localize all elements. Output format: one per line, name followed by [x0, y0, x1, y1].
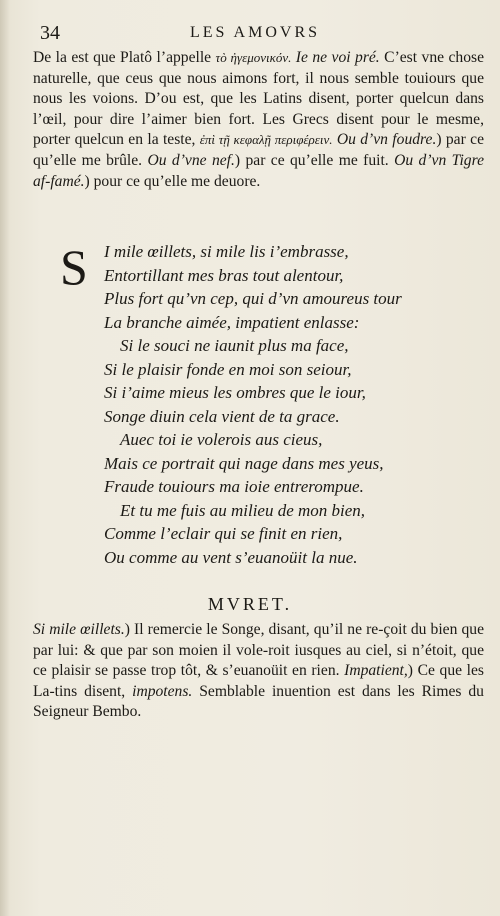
sonnet-line: Ou comme au vent s’euanoüit la nue.: [104, 547, 358, 567]
text-run: Semblable inuention est dans les Rimes du Seigneur Bembo.: [33, 682, 484, 721]
text-run: Ou d’vn Tigre af-famé.: [33, 151, 484, 190]
commentary-paragraph-top: [33, 48, 484, 192]
text-run: ἐπὶ τῇ κεφαλῇ περιφέρειν.: [199, 132, 333, 148]
text-run: ) Il remercie le Songe, disant, qu’il ne re-çoit du bien que par lui: & que par son moien il vole-roit iusques au ciel, si n’étoit, que ce plaisir se passe trop tôt, & s’euanoüit en rien.: [33, 621, 484, 680]
sonnet-line: Si le plaisir fonde en moi son seiour,: [104, 359, 352, 379]
text-run: Si mile œillets.: [33, 621, 125, 638]
sonnet-line: Songe diuin cela vient de ta grace.: [104, 406, 340, 426]
text-run: ) par ce qu’elle me fuit.: [234, 151, 395, 169]
text-run: De la est que Platô l’appelle: [33, 49, 216, 66]
commentary-paragraph: [33, 620, 484, 723]
sonnet: [60, 239, 484, 569]
sonnet-line: I mile œillets, si mile lis i’embrasse,: [104, 242, 349, 261]
sonnet-line: Entortillant mes bras tout alentour,: [104, 265, 344, 285]
text-run: Ou d’vn foudre.: [332, 131, 437, 149]
page-header: [40, 18, 470, 42]
text-run: Impatient,: [344, 662, 408, 680]
sonnet-line: Auec toi ie volerois aus cieus,: [120, 430, 323, 449]
sonnet-line: Mais ce portrait qui nage dans mes yeus,: [104, 453, 384, 473]
sonnet-line: Plus fort qu’vn cep, qui d’vn amoureus tour: [104, 289, 402, 308]
sonnet-line: Comme l’eclair qui se finit en rien,: [104, 524, 343, 543]
text-run: Ie ne voi pré.: [291, 49, 380, 66]
text-run: impotens.: [132, 682, 193, 700]
drop-cap: S: [60, 239, 88, 295]
sonnet-line: Si i’aime mieus les ombres que le iour,: [104, 383, 366, 402]
running-title: LES AMOVRS: [189, 24, 321, 41]
commentary-heading: MVRET.: [207, 594, 293, 614]
text-run: ) Ce que les La-tins disent,: [33, 662, 484, 700]
text-run: ) par ce qu’elle me brûle.: [33, 131, 484, 169]
text-run: C’est vne chose naturelle, que ceus que nous aimons fort, il nous semble touiours que nous les voions. D’ou est, que les Latins disent, porter quelcun dans l’œil, pour dire l’aimer bien fort. Les Grecs disent pour le mesme, porter quelcun en la teste,: [33, 49, 484, 149]
sonnet-line: Et tu me fuis au milieu de mon bien,: [120, 500, 366, 520]
text-run: Ou d’vne nef.: [147, 151, 235, 169]
sonnet-lines: [104, 240, 484, 569]
sonnet-line: La branche aimée, impatient enlasse:: [104, 312, 360, 332]
sonnet-line: Fraude touiours ma ioie entrerompue.: [104, 477, 364, 496]
text-run: τὸ ἠγεμονικόν.: [215, 50, 292, 65]
text-run: ) pour ce qu’elle me deuore.: [84, 172, 261, 190]
paragraph-text: [33, 48, 484, 192]
page-number: 34: [40, 22, 60, 44]
sonnet-line: Si le souci ne iaunit plus ma face,: [120, 336, 349, 355]
paragraph-text: [33, 620, 484, 723]
